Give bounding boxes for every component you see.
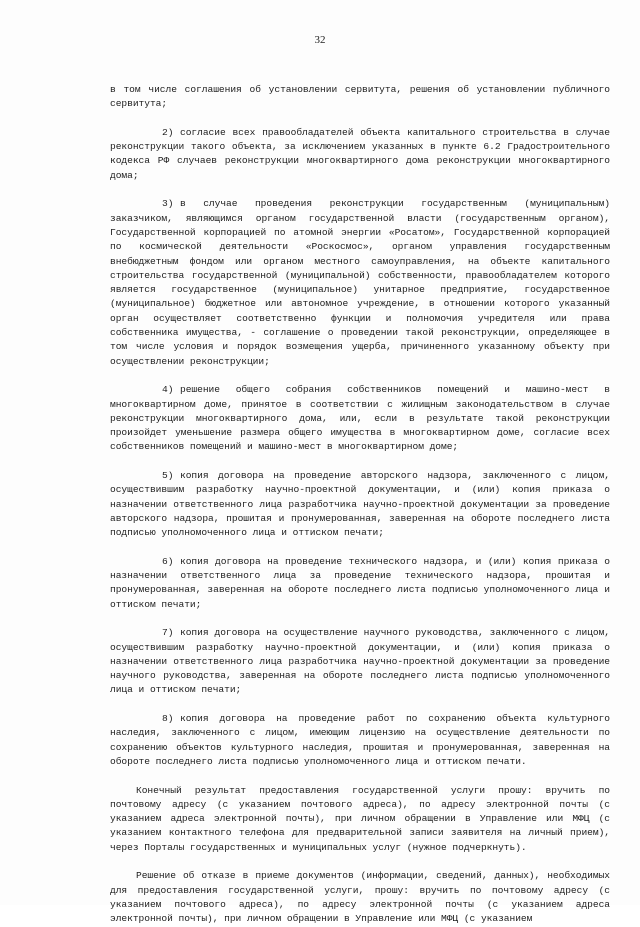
paragraph-text: согласие всех правообладателей объекта капитального строительства в случае реконструкции такого объекта, за исключением указанных в пункте 6.2 Градостроительного кодекса РФ случаев реконструкции многоквартирного дома реконструкции многоквартирного дома; — [110, 126, 610, 181]
item-number: 6) — [162, 555, 174, 567]
paragraph-item-3 — [110, 197, 610, 369]
item-number: 2) — [162, 126, 174, 138]
paragraph-text: копия договора на осуществление научного руководства, заключенного с лицом, осуществившим разработку научно-проектной документации, и (или) копия приказа о назначении ответственного лица разработчика научно-проектной документации за проведение научного руководства, заверенная на обороте последнего листа подписью уполномоченного лица и оттиском печати; — [110, 627, 610, 696]
paragraph-text: в случае проведения реконструкции государственным (муниципальным) заказчиком, являющимся органом государственной власти (государственным органом), Государственной корпорацией по атомной энергии «Росатом», Государственной корпорацией по космической деятельности «Роскосмос», органом управления государственным внебюджетным фондом или органом местного самоуправления, на объекте капитального строительства государственной (муниципальной) собственности, правообладателем которого является государственное (муниципальное) унитарное предприятие, государственное (муниципальное) бюджетное или автономное учреждение, в отношении которого указанный орган осуществляет соответственно функции и полномочия учредителя или права собственника имущества, - соглашение о проведении такой реконструкции, определяющее в том числе условия и порядок возмещения ущерба, причиненного указанному объекту при осуществлении реконструкции; — [110, 198, 610, 367]
paragraph-text: копия договора на проведение технического надзора, и (или) копия приказа о назначении ответственного лица за проведение технического надзора, прошитая и пронумерованная, заверенная на обороте последнего листа подписью уполномоченного лица и оттиском печати; — [110, 555, 610, 610]
paragraph-continuation — [110, 83, 610, 112]
document-body — [110, 83, 610, 927]
paragraph-item-2 — [110, 126, 610, 183]
paragraph-text: решение общего собрания собственников помещений и машино-мест в многоквартирном доме, принятое в соответствии с жилищным законодательством в случае реконструкции многоквартирного дома, или, если в результате такой реконструкции произойдет уменьшение размера общего имущества в многоквартирном доме, согласие всех собственников помещений и машино-мест в многоквартирном доме; — [110, 384, 610, 453]
item-number: 4) — [162, 384, 174, 396]
paragraph-text: в том числе соглашения об установлении сервитута, решения об установлении публичного сервитута; — [110, 84, 610, 110]
paragraph-item-8 — [110, 712, 610, 769]
paragraph-refusal — [110, 869, 610, 926]
page-number: 32 — [314, 34, 326, 46]
paragraph-text: копия договора на проведение авторского надзора, заключенного с лицом, осуществившим разработку научно-проектной документации, и (или) копия приказа о назначении ответственного лица разработчика научно-проектной документации за проведение авторского надзора, прошитая и пронумерованная, заверенная на обороте последнего листа подписью уполномоченного лица и оттиском печати; — [110, 470, 610, 539]
item-number: 3) — [162, 198, 174, 210]
paragraph-result — [110, 784, 610, 855]
paragraph-item-5 — [110, 469, 610, 540]
item-number: 5) — [162, 470, 174, 482]
paragraph-item-7 — [110, 626, 610, 697]
paragraph-text: копия договора на проведение работ по сохранению объекта культурного наследия, заключенного с лицом, имеющим лицензию на осуществление деятельности по сохранению объектов культурного наследия, прошитая и пронумерованная, заверенная на обороте последнего листа подписью уполномоченного лица и оттиском печати. — [110, 713, 610, 767]
item-number: 7) — [162, 627, 174, 639]
paragraph-text: Решение об отказе в приеме документов (информации, сведений, данных), необходимых для предоставления государственной услуги, прошу: вручить по почтовому адресу (с указанием почтового адреса), по адресу электронной почты (с указанием адреса электронной почты), при личном обращении в Управление или МФЦ (с указанием — [110, 870, 610, 925]
item-number: 8) — [162, 713, 174, 725]
paragraph-item-6 — [110, 555, 610, 612]
paragraph-item-4 — [110, 383, 610, 454]
paragraph-text: Конечный результат предоставления государственной услуги прошу: вручить по почтовому адресу (с указанием почтового адреса), по адресу электронной почты (с указанием адреса электронной почты), при личном обращении в Управление или МФЦ (с указанием контактного телефона для предварительной записи заявителя на личный прием), через Порталы государственных и муниципальных услуг (нужное подчеркнуть). — [110, 784, 610, 853]
